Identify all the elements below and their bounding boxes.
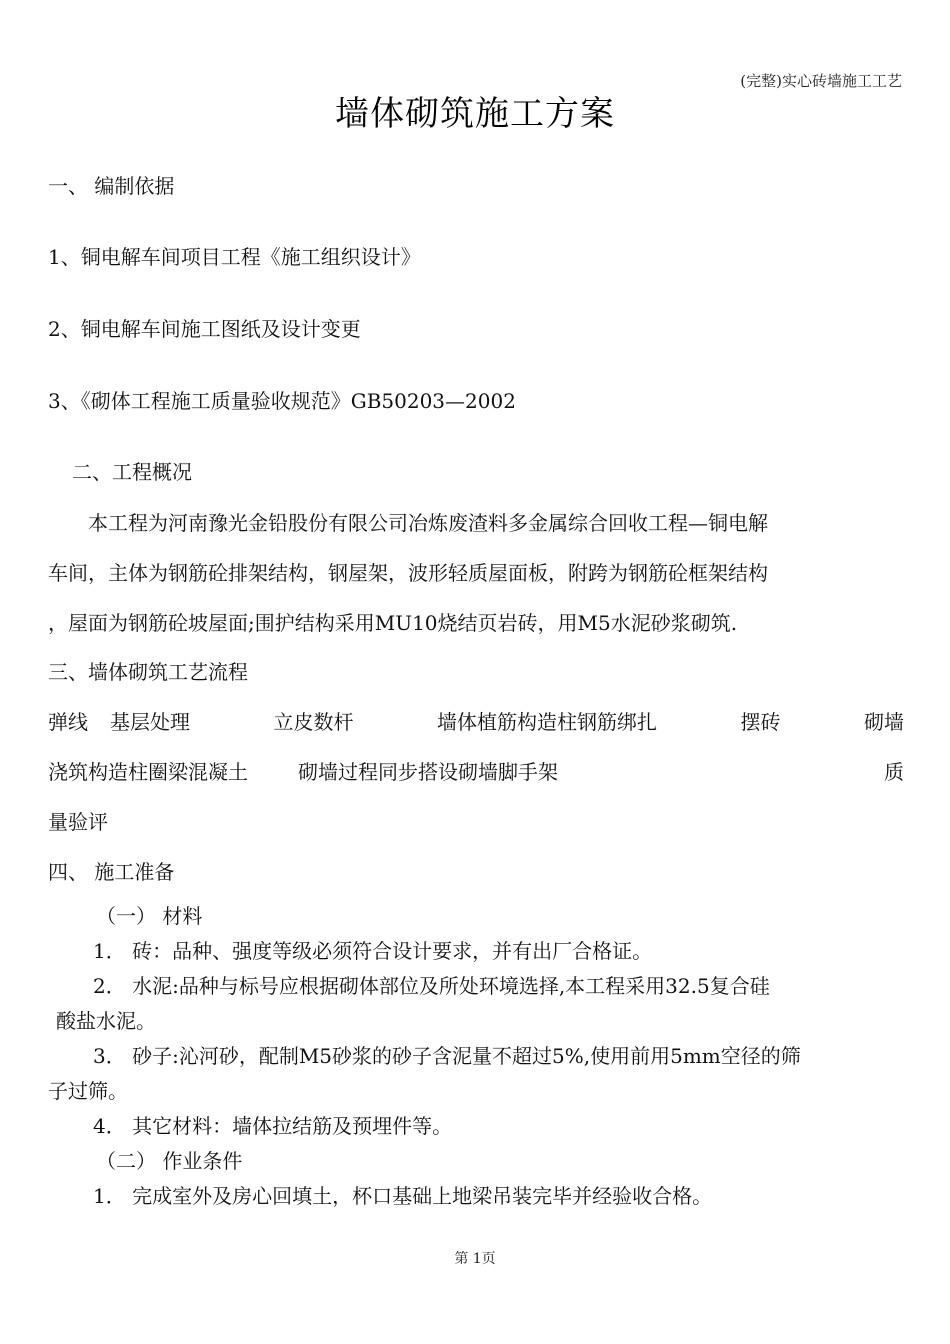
overview-paragraph-line-3: ，屋面为钢筋砼坡屋面;围护结构采用MU10烧结页岩砖，用M5水泥砂浆砌筑. [48,611,738,635]
section-heading-basis: 一、 编制依据 [48,174,175,198]
material-item-4: 4． 其它材料：墙体拉结筋及预埋件等。 [93,1114,453,1138]
overview-paragraph-line-2: 车间，主体为钢筋砼排架结构，钢屋架，波形轻质屋面板，附跨为钢筋砼框架结构 [48,561,768,585]
subheading-materials: （一） 材料 [96,904,203,928]
material-item-3-line-2: 子过筛。 [48,1079,128,1103]
flow-step: 摆砖 [740,710,781,734]
section-heading-process-flow: 三、墙体砌筑工艺流程 [48,660,248,684]
flow-step: 浇筑构造柱圈梁混凝土 [48,760,248,784]
material-item-2-line-1: 2． 水泥:品种与标号应根据砌体部位及所处环境选择,本工程采用32.5复合硅 [93,974,770,998]
flow-step: 立皮数杆 [273,710,354,734]
section-heading-preparation: 四、 施工准备 [48,860,175,884]
flow-step: 砌墙过程同步搭设砌墙脚手架 [298,760,558,784]
flow-step: 基层处理 [110,710,190,734]
subheading-work-conditions: （二） 作业条件 [96,1149,243,1173]
material-item-2-line-2: 酸盐水泥。 [56,1009,156,1033]
condition-item-1: 1． 完成室外及房心回填土，杯口基础上地梁吊装完毕并经验收合格。 [93,1184,713,1208]
material-item-1: 1． 砖：品种、强度等级必须符合设计要求，并有出厂合格证。 [93,939,653,963]
process-flow-row-2 [48,760,904,784]
document-header-tag: (完整)实心砖墙施工工艺 [740,72,902,90]
flow-step: 砌墙 [864,710,904,734]
process-flow-row-1 [48,710,904,734]
basis-item-2: 2、铜电解车间施工图纸及设计变更 [48,317,361,341]
document-title: 墙体砌筑施工方案 [335,94,615,134]
overview-paragraph-line-1: 本工程为河南豫光金铅股份有限公司冶炼废渣料多金属综合回收工程—铜电解 [88,511,768,535]
basis-item-3: 3、《砌体工程施工质量验收规范》GB50203—2002 [48,389,516,413]
flow-step: 质 [884,760,904,784]
page-number: 第 1页 [454,1251,496,1267]
basis-item-1: 1、铜电解车间项目工程《施工组织设计》 [48,245,421,269]
process-flow-row-3: 量验评 [48,810,108,834]
flow-step: 弹线 [48,710,88,734]
section-heading-overview: 二、工程概况 [72,460,192,484]
material-item-3-line-1: 3． 砂子:沁河砂，配制M5砂浆的砂子含泥量不超过5%,使用前用5mm空径的筛 [93,1044,801,1068]
flow-step: 墙体植筋构造柱钢筋绑扎 [437,710,657,734]
